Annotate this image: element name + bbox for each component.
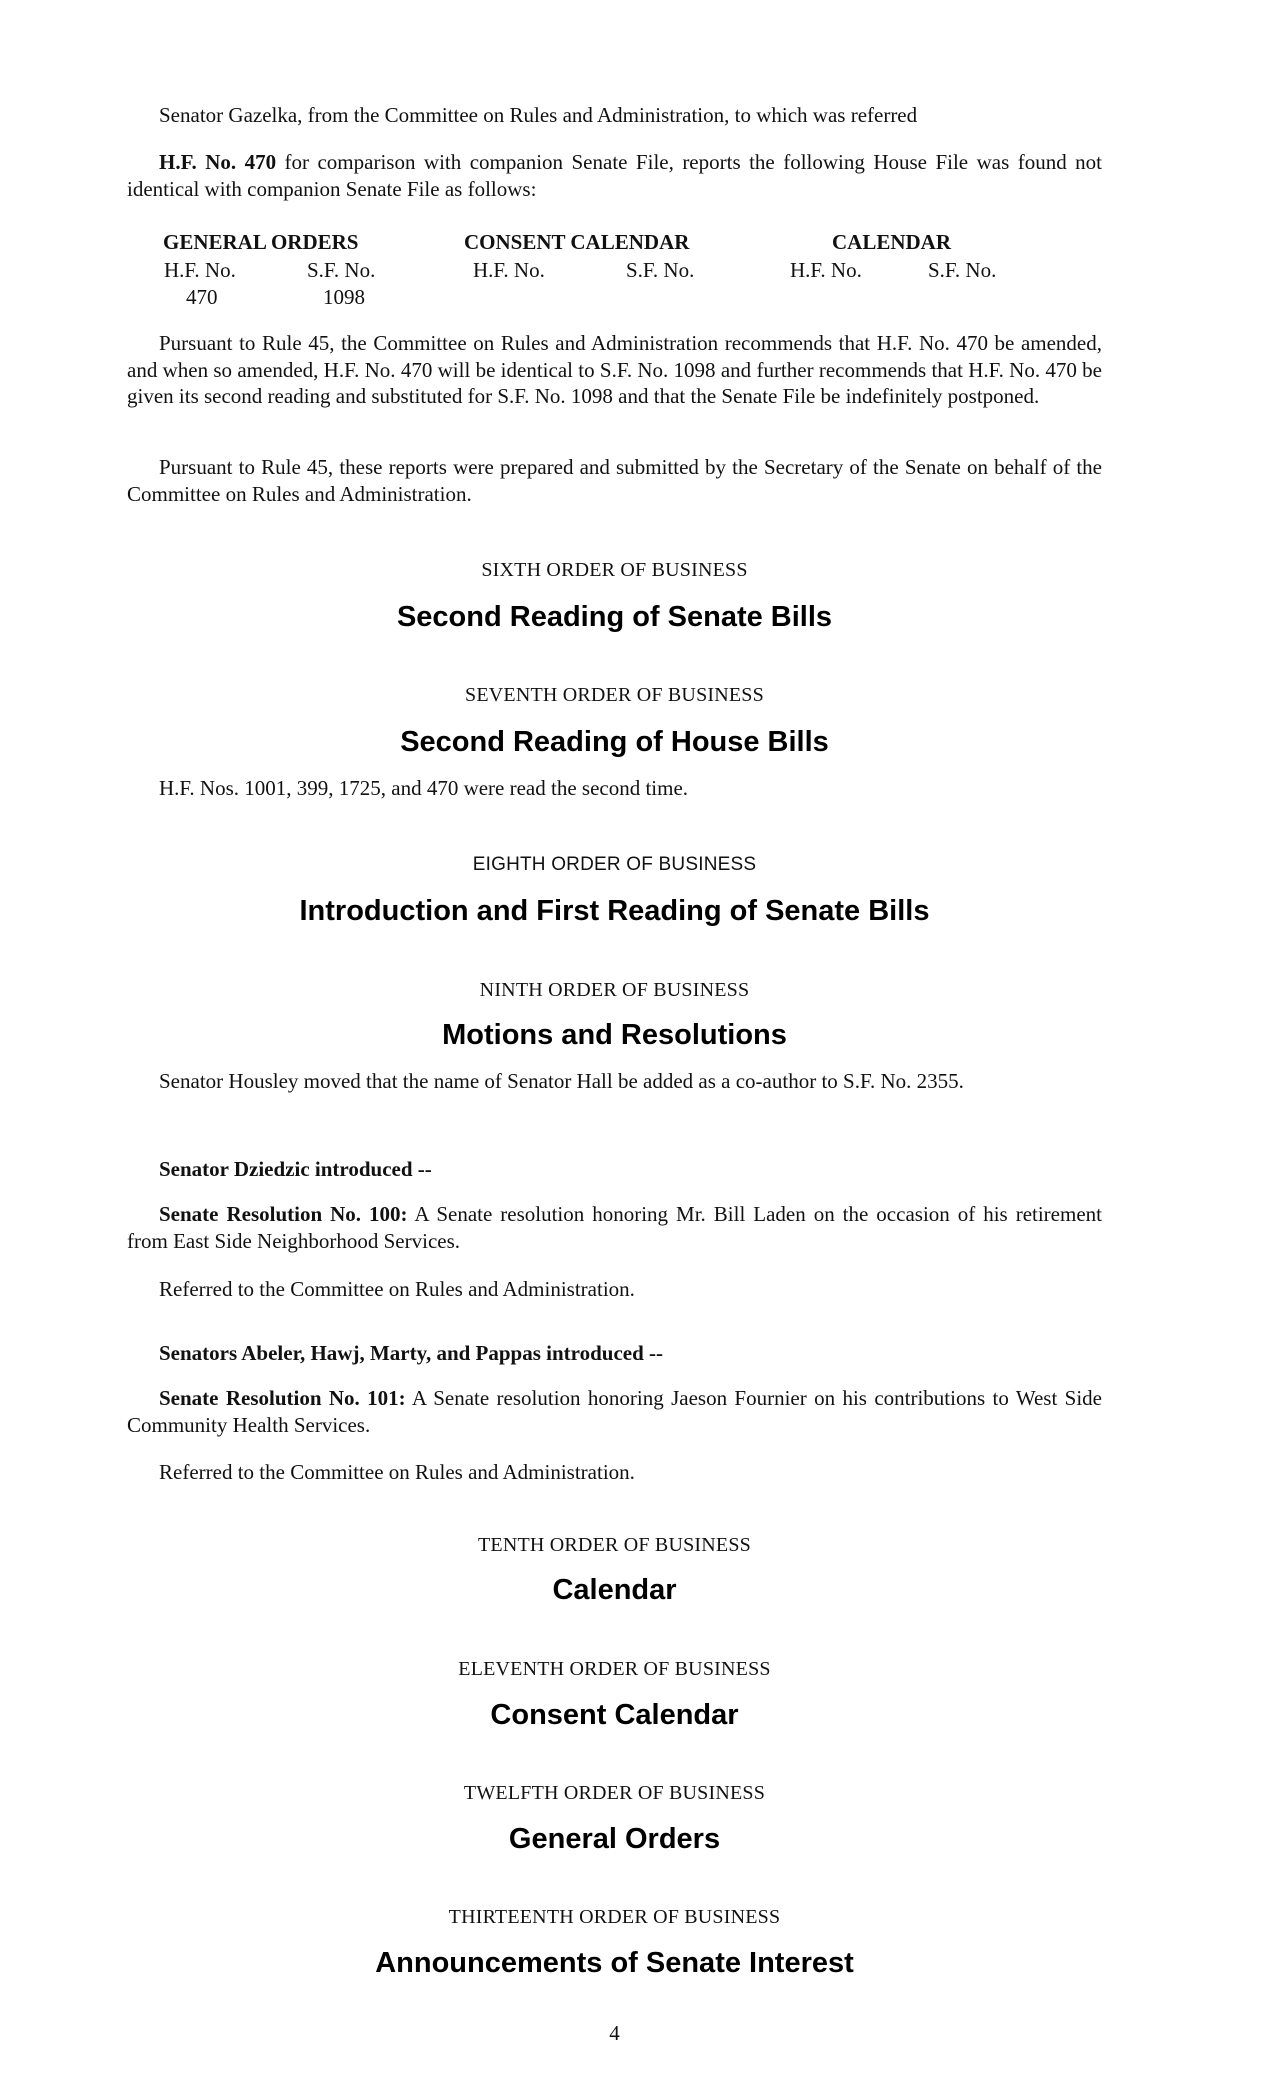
section-heading-introduction-first-reading: Introduction and First Reading of Senate Bills: [299, 895, 930, 927]
resolution-label: Senate Resolution No. 101:: [159, 1386, 406, 1410]
section-heading-motions-resolutions: Motions and Resolutions: [442, 1019, 787, 1051]
hf-description: for comparison with companion Senate File, reports the following House File was found not identical with companion Senate File as follows:: [127, 150, 1102, 201]
table-cell-hf-value: 470: [186, 285, 218, 309]
resolution-referral: Referred to the Committee on Rules and Administration.: [159, 1460, 635, 1484]
order-label-tenth: TENTH ORDER OF BUSINESS: [478, 1534, 751, 1556]
second-reading-statement: H.F. Nos. 1001, 399, 1725, and 470 were read the second time.: [159, 776, 689, 800]
section-heading-second-reading-senate-bills: Second Reading of Senate Bills: [396, 601, 833, 633]
section-heading-announcements: Announcements of Senate Interest: [375, 1947, 854, 1979]
section-heading-second-reading-house-bills: Second Reading of House Bills: [400, 726, 829, 758]
resolution-introducer: Senators Abeler, Hawj, Marty, and Pappas introduced --: [159, 1341, 664, 1365]
motion-statement: Senator Housley moved that the name of Senator Hall be added as a co-author to S.F. No. 2355.: [159, 1069, 964, 1093]
order-label-thirteenth: THIRTEENTH ORDER OF BUSINESS: [448, 1906, 781, 1928]
table-header-hf: H.F. No.: [790, 258, 862, 282]
resolution-text: A Senate resolution honoring Jaeson Fournier on his contributions to West Side Community Health Services.: [127, 1386, 1102, 1437]
report-hf-paragraph: [127, 149, 1102, 202]
order-label-twelfth: TWELFTH ORDER OF BUSINESS: [463, 1782, 766, 1804]
resolution-introducer: Senator Dziedzic introduced --: [159, 1157, 432, 1181]
table-header-hf: H.F. No.: [164, 258, 236, 282]
recommendation-paragraph: Pursuant to Rule 45, the Committee on Rules and Administration recommends that H.F. No. 470 be amended, and when so amended, H.F. No. 470 will be identical to S.F. No. 1098 and further recommends that H.F. No. 470 be given its second reading and substituted for S.F. No. 1098 and that the Senate File be indefinitely postponed.: [127, 331, 1102, 408]
order-label-sixth: SIXTH ORDER OF BUSINESS: [481, 559, 748, 581]
table-group-title-consent-calendar: CONSENT CALENDAR: [464, 230, 690, 254]
section-heading-calendar: Calendar: [552, 1574, 677, 1606]
table-header-sf: S.F. No.: [626, 258, 695, 282]
table-header-sf: S.F. No.: [307, 258, 376, 282]
report-intro: Senator Gazelka, from the Committee on Rules and Administration, to which was referred: [159, 103, 918, 127]
section-heading-general-orders: General Orders: [508, 1823, 721, 1855]
table-header-hf: H.F. No.: [473, 258, 545, 282]
resolution-text: A Senate resolution honoring Mr. Bill Laden on the occasion of his retirement from East Side Neighborhood Services.: [127, 1202, 1102, 1253]
submission-paragraph: Pursuant to Rule 45, these reports were prepared and submitted by the Secretary of the Senate on behalf of the Committee on Rules and Administration.: [127, 455, 1102, 506]
table-group-title-calendar: CALENDAR: [832, 230, 952, 254]
resolution-referral: Referred to the Committee on Rules and Administration.: [159, 1277, 635, 1301]
resolution-paragraph: [127, 1201, 1102, 1254]
page-number: 4: [609, 2021, 620, 2045]
order-label-eighth: EIGHTH ORDER OF BUSINESS: [472, 854, 757, 875]
order-label-seventh: SEVENTH ORDER OF BUSINESS: [465, 684, 764, 706]
order-label-eleventh: ELEVENTH ORDER OF BUSINESS: [458, 1658, 771, 1680]
resolution-label: Senate Resolution No. 100:: [159, 1202, 408, 1226]
section-heading-consent-calendar: Consent Calendar: [490, 1699, 739, 1731]
resolution-paragraph: [127, 1385, 1102, 1438]
table-header-sf: S.F. No.: [928, 258, 997, 282]
table-cell-sf-value: 1098: [323, 285, 365, 309]
order-label-ninth: NINTH ORDER OF BUSINESS: [479, 979, 750, 1001]
table-group-title-general-orders: GENERAL ORDERS: [163, 230, 359, 254]
hf-number: H.F. No. 470: [159, 150, 277, 174]
